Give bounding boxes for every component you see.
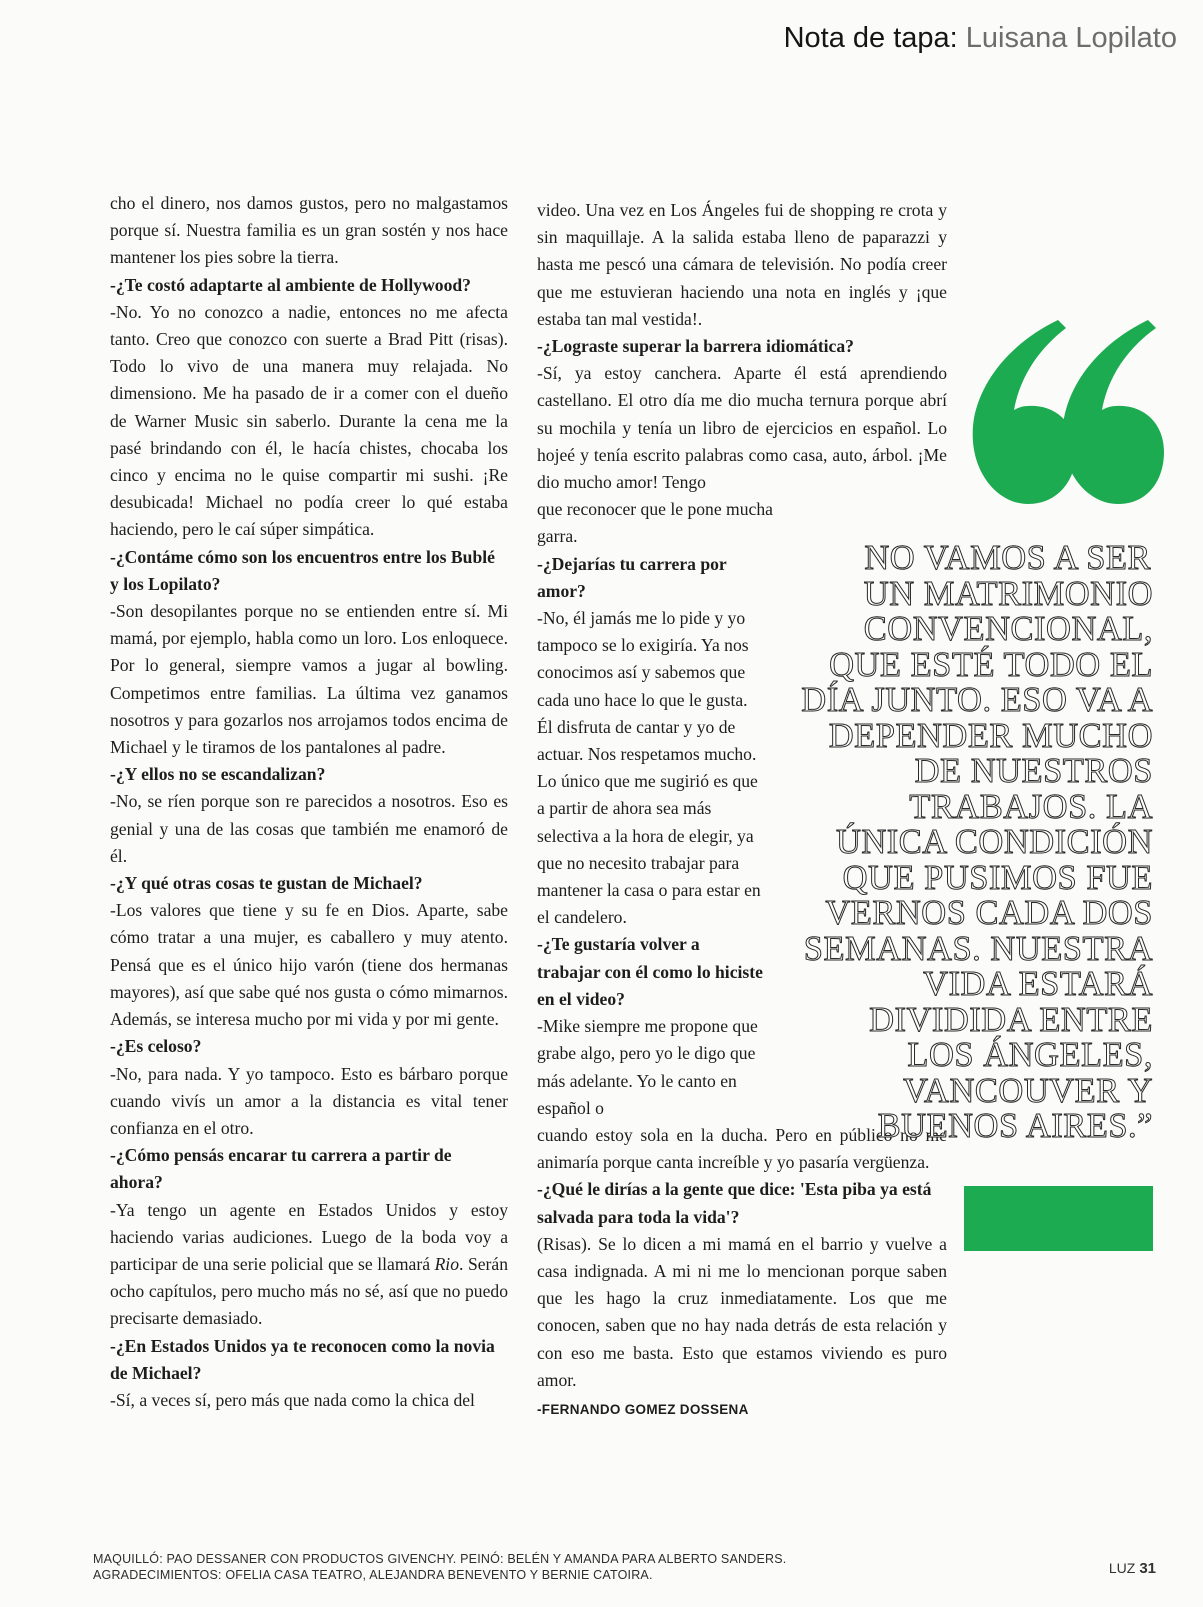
interview-question: -¿Te costó adaptarte al ambiente de Hollywood? [110,274,471,295]
wrapped-block [537,496,775,550]
interview-question: -¿Es celoso? [110,1036,202,1057]
pull-quote [773,541,1153,1145]
pull-quote-line: BUENOS AIRES.” [877,1107,1153,1145]
paragraph: video. Una vez en Los Ángeles fui de shopping re crota y sin maquillaje. A la salida estaba lleno de paparazzi y hasta me pescó una cámara de televisión. No podía creer que me estuvieran haciendo una nota en inglés y ¡que estaba tan mal vestida!. [537,200,947,329]
pull-quote-line: UN MATRIMONIO [863,574,1153,613]
paragraph: -No, para nada. Y yo tampoco. Esto es bárbaro porque cuando vivís un amor a la distancia es vital tener confianza en el otro. [110,1063,508,1138]
section-label: Nota de tapa: [783,22,958,54]
pull-quote-line: DE NUESTROS [914,752,1153,790]
interview-question: -¿Y qué otras cosas te gustan de Michael? [110,873,423,894]
paragraph: -No, él jamás me lo pide y yo tampoco se lo exigiría. Ya nos conocimos así y sabemos que cada uno hace lo que le gusta. Él disfruta de cantar y yo de actuar. Nos respetamos mucho. Lo único que me sugirió es que a partir de ahora sea más selectiva a la hora de elegir, ya que no necesito trabajar para mantener la casa o para estar en el candelero. [537,608,761,928]
interview-question: -¿Cómo pensás encarar tu carrera a partir de ahora? [110,1145,452,1193]
paragraph-text: -Ya tengo un agente en Estados Unidos y estoy haciendo varias audiciones. Luego de la boda voy a participar de una serie policial que se llamará [110,1199,508,1274]
credits-line: MAQUILLÓ: PAO DESSANER CON PRODUCTOS GIVENCHY. PEINÓ: BELÉN Y AMANDA PARA ALBERTO SANDERS. [93,1552,787,1566]
pull-quote-line: CONVENCIONAL, [863,610,1153,648]
paragraph: -No, se ríen porque son re parecidos a nosotros. Eso es genial y una de las cosas que también me enamoró de él. [110,791,508,866]
interview-question: -¿Contáme cómo son los encuentros entre los Bublé y los Lopilato? [110,546,495,594]
paragraph: -Son desopilantes porque no se entienden entre sí. Mi mamá, por ejemplo, habla como un loro. Los enloquece. Por lo general, siempre vamos a jugar al bowling. Competimos entre familias. La última vez ganamos nosotros y para gozarlos nos arrojamos todos encima de Michael y le tiramos de los pantalones al padre. [110,601,508,758]
paragraph: -Los valores que tiene y su fe en Dios. Aparte, sabe cómo tratar a una mujer, es caballero y muy atento. Pensá que es el único hijo varón (tiene dos hermanas mayores), así que sabe qué nos gusta o cómo mimarnos. Además, se interesa mucho por mi vida y por mi gente. [110,900,508,1030]
article-column-1 [110,190,508,1414]
interview-question: -¿Lograste superar la barrera idiomática? [537,336,854,357]
page-footer [1109,1560,1156,1577]
interview-question: -¿Qué le dirías a la gente que dice: 'Esta piba ya está salvada para toda la vida'? [537,1179,932,1227]
paragraph: cho el dinero, nos damos gustos, pero no malgastamos porque sí. Nuestra familia es un gran sostén y nos hace mantener los pies sobre la tierra. [110,193,508,268]
subject-name: Luisana Lopilato [965,22,1177,54]
photo-credits [93,1551,786,1583]
pull-quote-line: VERNOS CADA DOS [825,894,1153,932]
magazine-name: LUZ [1108,1560,1136,1576]
opening-quote-icon [966,318,1164,506]
paragraph: -Sí, ya estoy canchera. Aparte él está aprendiendo castellano. El otro día me dio mucha ternura porque abrí su mochila y tenía un libro de ejercicios en español. Lo hojeé y tenía escrito palabras como casa, auto, árbol. ¡Me dio mucho amor! Tengo [537,363,947,493]
paragraph: que reconocer que le pone mucha garra. [537,499,773,547]
interview-question: -¿Y ellos no se escandalizan? [110,764,326,785]
pull-quote-line: DIVIDIDA ENTRE [869,1000,1153,1039]
pull-quote-line: SEMANAS. NUESTRA [803,929,1153,968]
paragraph [110,1197,508,1333]
pull-quote-line: LOS ÁNGELES, [907,1036,1153,1074]
pull-quote-line: TRABAJOS. LA [909,787,1153,826]
pull-quote-line: NO VAMOS A SER [864,539,1151,577]
pull-quote-line: VANCOUVER Y [903,1071,1153,1110]
pull-quote-line: DÍA JUNTO. ESO VA A [801,681,1153,719]
series-title: Rio [434,1253,459,1274]
pull-quote-line: DEPENDER MUCHO [828,716,1153,755]
paragraph: -Sí, a veces sí, pero más que nada como la chica del [110,1389,475,1410]
author-byline: -FERNANDO GOMEZ DOSSENA [537,1401,749,1417]
pull-quote-line: ÚNICA CONDICIÓN [835,823,1153,861]
paragraph: (Risas). Se lo dicen a mi mamá en el barrio y vuelve a casa indignada. A mi ni me lo mencionan porque saben que les hago la cruz inmediatamente. Los que me conocen, saben que no hay nada detrás de esta relación y con eso me basta. Esto que estamos viviendo es puro amor. [537,1233,947,1390]
paragraph: -Mike siempre me propone que grabe algo, pero yo le digo que más adelante. Yo le canto en español o [537,1016,758,1118]
interview-question: -¿En Estados Unidos ya te reconocen como la novia de Michael? [110,1335,495,1383]
credits-line: AGRADECIMIENTOS: OFELIA CASA TEATRO, ALEJANDRA BENEVENTO Y BERNIE CATOIRA. [93,1568,653,1582]
wrapped-block [537,551,765,1122]
pull-quote-line: VIDA ESTARÁ [923,965,1153,1003]
paragraph-text: . Serán ocho capítulos, pero mucho más no sé, así que no puedo precisarte demasiado. [110,1253,509,1329]
paragraph: -No. Yo no conozco a nadie, entonces no me afecta tanto. Creo que conozco con suerte a Brad Pitt (risas). Todo lo vivo de una manera muy relajada. No dimensiono. Me ha pasado de ir a comer con el dueño de Warner Music sin saberlo. Durante la cena me la pasé brindando con él, le hacía chistes, chocaba los cinco y encima no le quise compartir mi sushi. ¡Re desubicada! Michael no podía creer lo qué estaba haciendo, pero le caí súper simpática. [110,301,508,540]
pull-quote-line: QUE PUSIMOS FUE [842,858,1153,897]
paragraph: cuando estoy sola en la ducha. Pero en público no me animaría porque canta increíble y yo pasaría vergüenza. [537,1124,947,1173]
accent-block [964,1186,1153,1251]
page-number: 31 [1139,1560,1156,1577]
pull-quote-line: QUE ESTÉ TODO EL [829,645,1153,684]
section-header [784,22,1177,55]
interview-question: -¿Dejarías tu carrera por amor? [537,553,727,601]
interview-question: -¿Te gustaría volver a trabajar con él como lo hiciste en el video? [537,934,763,1009]
